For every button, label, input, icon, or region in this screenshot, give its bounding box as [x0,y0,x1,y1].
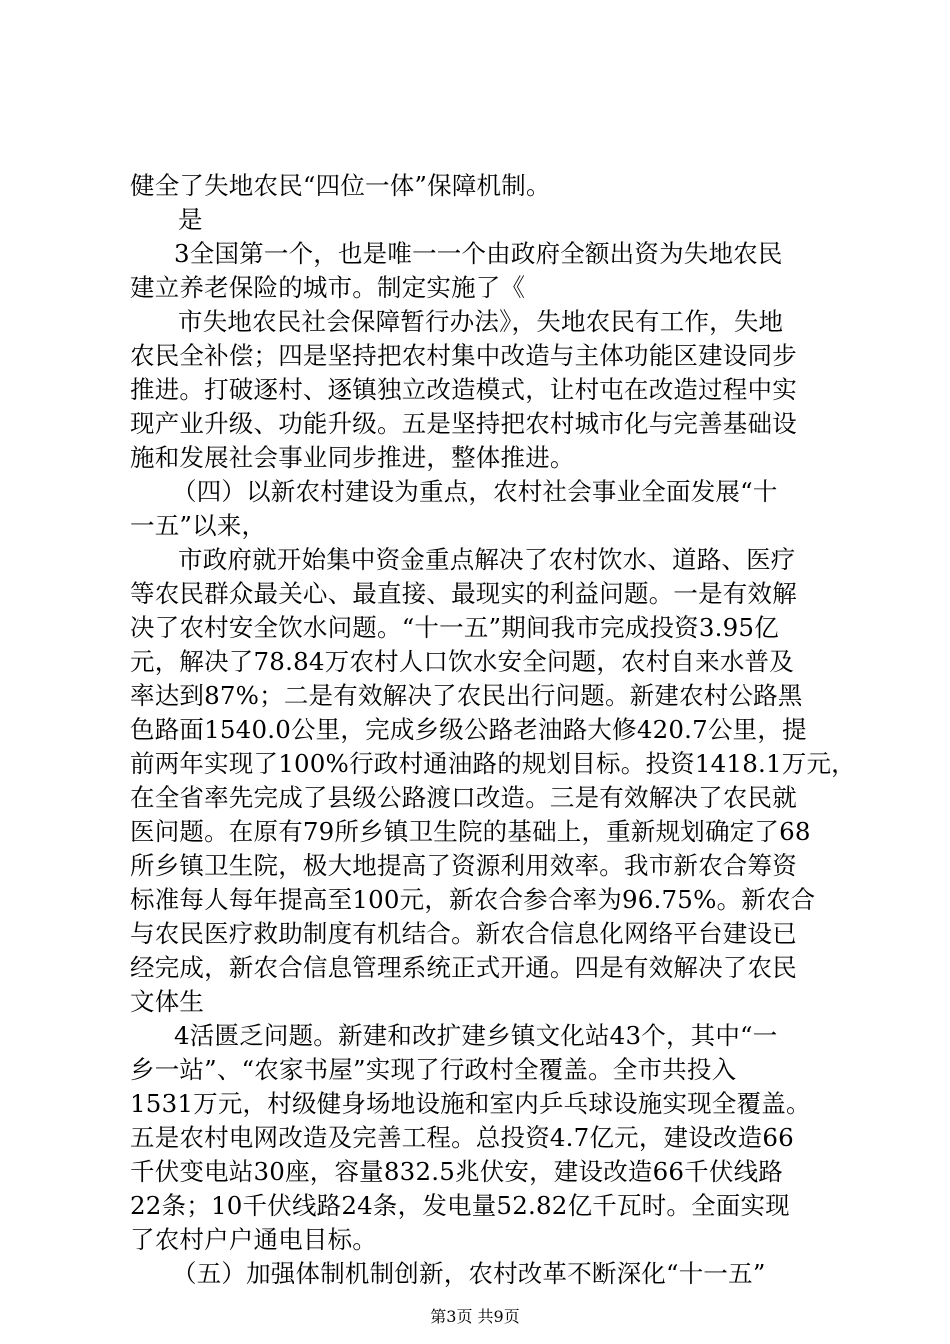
text-line: 医问题。在原有79所乡镇卫生院的基础上，重新规划确定了68 [130,817,811,846]
section-heading: （四）以新农村建设为重点，农村社会事业全面发展“十 [172,477,778,506]
text-line: 决了农村安全饮水问题。“十一五”期间我市完成投资3.95亿 [130,613,779,642]
text-line: 率达到87%；二是有效解决了农民出行问题。新建农村公路黑 [130,681,803,710]
text-line: 1531万元，村级健身场地设施和室内乒乓球设施实现全覆盖。 [130,1089,811,1118]
text-line: 了农村户户通电目标。 [130,1225,377,1254]
text-line: 3全国第一个，也是唯一一个由政府全额出资为失地农民 [174,239,783,268]
text-line: 前两年实现了100%行政村通油路的规划目标。投资1418.1万元， [130,749,856,778]
text-line: 色路面1540.0公里，完成乡级公路老油路大修420.7公里，提 [130,715,807,744]
text-line: 千伏变电站30座，容量832.5兆伏安，建设改造66千伏线路 [130,1157,783,1186]
text-line: 推进。打破逐村、逐镇独立改造模式，让村屯在改造过程中实 [130,375,797,404]
text-line: 与农民医疗救助制度有机结合。新农合信息化网络平台建设已 [130,919,797,948]
text-line: 在全省率先完成了县级公路渡口改造。三是有效解决了农民就 [130,783,797,812]
text-line: 五是农村电网改造及完善工程。总投资4.7亿元，建设改造66 [130,1123,794,1152]
text-line: 乡一站”、“农家书屋”实现了行政村全覆盖。全市共投入 [130,1055,737,1084]
text-line: 是 [178,205,203,234]
text-line: 元，解决了78.84万农村人口饮水安全问题，农村自来水普及 [130,647,794,676]
text-line: 文体生 [130,987,205,1016]
section-heading: （五）加强体制机制创新，农村改革不断深化“十一五” [172,1259,766,1288]
text-line: 现产业升级、功能升级。五是坚持把农村城市化与完善基础设 [130,409,797,438]
text-line: 等农民群众最关心、最直接、最现实的利益问题。一是有效解 [130,579,797,608]
text-line: 建立养老保险的城市。制定实施了《 [130,273,526,302]
text-line: 22条；10千伏线路24条，发电量52.82亿千瓦时。全面实现 [130,1191,790,1220]
text-line: 一五”以来， [130,511,267,540]
text-line: 健全了失地农民“四位一体”保障机制。 [130,171,551,200]
text-line: 标准每人每年提高至100元，新农合参合率为96.75%。新农合 [130,885,816,914]
text-line: 4活匮乏问题。新建和改扩建乡镇文化站43个，其中“一 [174,1021,778,1050]
text-line: 所乡镇卫生院，极大地提高了资源利用效率。我市新农合筹资 [130,851,797,880]
text-line: 市政府就开始集中资金重点解决了农村饮水、道路、医疗 [178,545,796,574]
text-line: 经完成，新农合信息管理系统正式开通。四是有效解决了农民 [130,953,797,982]
text-line: 市失地农民社会保障暂行办法》，失地农民有工作，失地 [178,307,784,336]
text-line: 农民全补偿；四是坚持把农村集中改造与主体功能区建设同步 [130,341,797,370]
text-line: 施和发展社会事业同步推进，整体推进。 [130,443,575,472]
page-number: 第3页 共9页 [430,1307,520,1326]
